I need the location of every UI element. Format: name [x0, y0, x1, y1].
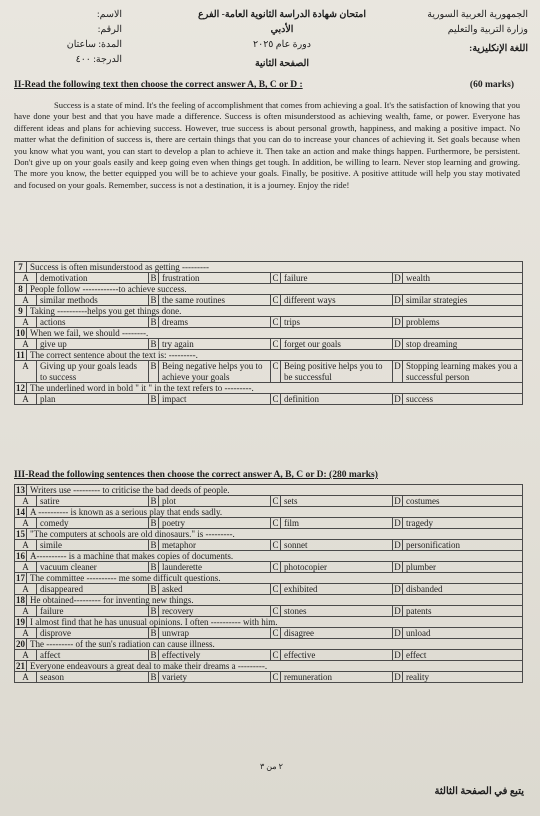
question-text: The correct sentence about the text is: ---------.: [27, 350, 523, 361]
option-d[interactable]: unload: [403, 628, 523, 639]
option-letter: C: [272, 496, 279, 506]
question-15-options: [15, 540, 523, 551]
question-17-options: [15, 584, 523, 595]
option-b[interactable]: launderette: [159, 562, 271, 573]
option-letter: B: [149, 361, 159, 383]
option-letter: C: [272, 273, 279, 283]
question-text: The committee ---------- me some difficult questions.: [27, 573, 523, 584]
option-d[interactable]: tragedy: [403, 518, 523, 529]
question-8-stem: [15, 284, 523, 295]
question-16-stem: [15, 551, 523, 562]
option-d[interactable]: wealth: [403, 273, 523, 284]
option-d[interactable]: problems: [403, 317, 523, 328]
option-letter: A: [15, 317, 37, 328]
option-d[interactable]: stop dreaming: [403, 339, 523, 350]
option-letter: D: [394, 650, 401, 660]
option-letter: D: [393, 361, 403, 383]
question-11-options: [15, 361, 523, 383]
question-number: 10: [16, 328, 25, 338]
option-b[interactable]: plot: [159, 496, 271, 507]
reading-questions-table: [14, 261, 523, 405]
option-a[interactable]: season: [37, 672, 149, 683]
question-number: 21: [16, 661, 25, 671]
option-letter: D: [394, 339, 401, 349]
option-c[interactable]: forget our goals: [281, 339, 393, 350]
option-letter: A: [15, 650, 37, 661]
question-text: Success is often misunderstood as getting ---------: [27, 262, 523, 273]
question-12-stem: [15, 383, 523, 394]
question-number: 9: [15, 306, 27, 317]
option-letter: D: [394, 540, 401, 550]
header-country: الجمهورية العربية السورية: [427, 10, 528, 20]
option-letter: A: [15, 295, 37, 306]
header-number-label: الرقم:: [97, 25, 122, 35]
option-letter: B: [150, 650, 157, 660]
question-text: A---------- is a machine that makes copies of documents.: [27, 551, 523, 562]
option-letter: D: [394, 295, 401, 305]
question-7-stem: [15, 262, 523, 273]
option-a[interactable]: actions: [37, 317, 149, 328]
option-b[interactable]: try again: [159, 339, 271, 350]
option-letter: A: [15, 672, 37, 683]
question-18-options: [15, 606, 523, 617]
option-b[interactable]: recovery: [159, 606, 271, 617]
question-number: 11: [16, 350, 25, 360]
question-21-options: [15, 672, 523, 683]
section-3-heading: III-Read the following sentences then choose the correct answer A, B, C or D: (280 marks): [14, 470, 378, 480]
header-middle: [187, 8, 377, 72]
option-letter: C: [272, 650, 279, 660]
question-10-stem: [15, 328, 523, 339]
question-15-stem: [15, 529, 523, 540]
continue-note: يتبع في الصفحة الثالثة: [434, 786, 524, 797]
question-20-options: [15, 650, 523, 661]
option-letter: C: [272, 518, 279, 528]
question-9-options: [15, 317, 523, 328]
option-a[interactable]: disprove: [37, 628, 149, 639]
option-letter: A: [15, 518, 37, 529]
header-exam-title: امتحان شهادة الدراسة الثانوية العامة- الفرع الأدبي: [198, 10, 366, 35]
option-letter: B: [150, 672, 157, 682]
option-a[interactable]: Giving up your goals leads to success: [37, 361, 149, 383]
option-letter: C: [272, 584, 279, 594]
question-13-stem: [15, 485, 523, 496]
question-text: The underlined word in bold " it " in the text refers to ---------.: [27, 383, 523, 394]
option-c[interactable]: Being positive helps you to be successful: [281, 361, 393, 383]
option-letter: C: [272, 339, 279, 349]
option-letter: B: [150, 496, 157, 506]
option-d[interactable]: plumber: [403, 562, 523, 573]
question-7-options: [15, 273, 523, 284]
question-number: 8: [15, 284, 27, 295]
option-c[interactable]: disagree: [281, 628, 393, 639]
option-c[interactable]: definition: [281, 394, 393, 405]
option-d[interactable]: Stopping learning makes you a successful person: [403, 361, 523, 383]
section-2-heading: [14, 80, 514, 90]
header-page-label: الصفحة الثانية: [254, 59, 310, 69]
option-c[interactable]: sonnet: [281, 540, 393, 551]
option-letter: C: [272, 606, 279, 616]
question-text: Writers use --------- to criticise the bad deeds of people.: [27, 485, 523, 496]
option-letter: D: [394, 628, 401, 638]
header-left: [12, 8, 122, 68]
question-20-stem: [15, 639, 523, 650]
option-letter: B: [150, 606, 157, 616]
question-text: A ---------- is known as a serious play that ends sadly.: [27, 507, 523, 518]
question-10-options: [15, 339, 523, 350]
option-a[interactable]: similar methods: [37, 295, 149, 306]
question-17-stem: [15, 573, 523, 584]
option-letter: B: [150, 540, 157, 550]
option-d[interactable]: success: [403, 394, 523, 405]
option-c[interactable]: failure: [281, 273, 393, 284]
option-b[interactable]: the same routines: [159, 295, 271, 306]
question-16-options: [15, 562, 523, 573]
question-text: The --------- of the sun's radiation can cause illness.: [27, 639, 523, 650]
header-name-label: الاسم:: [97, 10, 122, 20]
option-letter: D: [394, 273, 401, 283]
header-session: دورة عام ٢٠٢٥: [253, 40, 311, 50]
question-number: 17: [16, 573, 25, 583]
option-letter: B: [150, 628, 157, 638]
question-text: Everyone endeavours a great deal to make their dreams a ---------.: [27, 661, 523, 672]
header-ministry: وزارة التربية والتعليم: [447, 25, 528, 35]
header-subject: اللغة الإنكليزية:: [469, 44, 528, 54]
option-letter: D: [394, 672, 401, 682]
option-b[interactable]: poetry: [159, 518, 271, 529]
option-d[interactable]: reality: [403, 672, 523, 683]
header-grade: الدرجة: ٤٠٠: [75, 55, 122, 65]
option-letter: D: [394, 584, 401, 594]
option-letter: C: [272, 394, 279, 404]
question-18-stem: [15, 595, 523, 606]
option-a[interactable]: disappeared: [37, 584, 149, 595]
option-letter: A: [15, 628, 37, 639]
option-letter: A: [15, 606, 37, 617]
option-a[interactable]: give up: [37, 339, 149, 350]
option-letter: D: [394, 394, 401, 404]
question-text: People follow ------------to achieve success.: [27, 284, 523, 295]
option-a[interactable]: failure: [37, 606, 149, 617]
option-letter: A: [15, 361, 37, 383]
question-number: 16: [16, 551, 25, 561]
option-letter: A: [15, 540, 37, 551]
option-c[interactable]: photocopier: [281, 562, 393, 573]
question-text: When we fail, we should --------.: [27, 328, 523, 339]
option-letter: D: [394, 317, 401, 327]
option-d[interactable]: costumes: [403, 496, 523, 507]
option-c[interactable]: trips: [281, 317, 393, 328]
option-letter: D: [394, 518, 401, 528]
question-text: Taking ----------helps you get things done.: [27, 306, 523, 317]
option-letter: C: [272, 628, 279, 638]
question-number: 14: [16, 507, 25, 517]
option-b[interactable]: impact: [159, 394, 271, 405]
option-b[interactable]: asked: [159, 584, 271, 595]
question-number: 19: [16, 617, 25, 627]
option-letter: A: [15, 584, 37, 595]
option-letter: A: [15, 339, 37, 350]
option-b[interactable]: variety: [159, 672, 271, 683]
option-a[interactable]: simile: [37, 540, 149, 551]
option-letter: A: [15, 273, 37, 284]
option-letter: B: [150, 562, 157, 572]
option-b[interactable]: effectively: [159, 650, 271, 661]
option-letter: D: [394, 606, 401, 616]
option-d[interactable]: disbanded: [403, 584, 523, 595]
reading-passage: Success is a state of mind. It's the feeling of accomplishment that comes from achieving a goal. It's the satisfaction of knowing that you have done your best and that you have made a difference. Success is often misunderstood as achieving wealth, fame, or power. Everyone has different ideas and plans for achieving success. However, true success is about personal growth, happiness, and making a positive impact. No matter what the definition of success is, there are certain things that you can do to increase your chances of achieving it. Set goals because when you know what you want, you can start to develop a plan to achieve it. Then take an action and make things happen. Furthermore, be persistent. Don't give up on your goals easily and keep going even when things get tough. In addition, be willing to learn. Never stop learning and growing. The more you know, the better equipped you will be to achieve your goals. Finally, be positive. A positive attitude will help you stay motivated and focused on your goals. Remember, success is not a destination, it is a journey. Enjoy the ride!: [14, 100, 520, 190]
question-19-options: [15, 628, 523, 639]
option-letter: C: [272, 562, 279, 572]
option-d[interactable]: effect: [403, 650, 523, 661]
option-letter: A: [15, 394, 37, 405]
question-21-stem: [15, 661, 523, 672]
option-letter: D: [394, 496, 401, 506]
question-text: He obtained--------- for inventing new things.: [27, 595, 523, 606]
option-letter: C: [272, 672, 279, 682]
option-a[interactable]: plan: [37, 394, 149, 405]
option-a[interactable]: affect: [37, 650, 149, 661]
option-letter: A: [15, 562, 37, 573]
header-right: [378, 8, 528, 57]
option-a[interactable]: demotivation: [37, 273, 149, 284]
page-number: ٢ من ٣: [260, 762, 283, 771]
option-d[interactable]: personification: [403, 540, 523, 551]
question-number: 15: [16, 529, 25, 539]
option-b[interactable]: metaphor: [159, 540, 271, 551]
question-number: 7: [15, 262, 27, 273]
question-number: 18: [16, 595, 25, 605]
option-d[interactable]: patents: [403, 606, 523, 617]
option-letter: B: [150, 295, 157, 305]
section-2-title: II-Read the following text then choose the correct answer A, B, C or D :: [14, 80, 303, 90]
option-d[interactable]: similar strategies: [403, 295, 523, 306]
option-letter: B: [150, 339, 157, 349]
question-number: 20: [16, 639, 25, 649]
question-13-options: [15, 496, 523, 507]
option-b[interactable]: dreams: [159, 317, 271, 328]
question-number: 12: [16, 383, 25, 393]
question-number: 13: [16, 485, 25, 495]
option-letter: B: [150, 273, 157, 283]
vocabulary-questions-table: [14, 484, 523, 683]
question-11-stem: [15, 350, 523, 361]
header-duration: المدة: ساعتان: [66, 40, 122, 50]
option-letter: B: [150, 394, 157, 404]
question-8-options: [15, 295, 523, 306]
option-c[interactable]: exhibited: [281, 584, 393, 595]
question-text: I almost find that he has unusual opinions. I often ---------- with him.: [27, 617, 523, 628]
option-letter: C: [272, 295, 279, 305]
option-b[interactable]: frustration: [159, 273, 271, 284]
question-19-stem: [15, 617, 523, 628]
option-letter: D: [394, 562, 401, 572]
exam-header: [12, 8, 528, 70]
option-letter: C: [272, 540, 279, 550]
option-c[interactable]: effective: [281, 650, 393, 661]
option-c[interactable]: sets: [281, 496, 393, 507]
question-9-stem: [15, 306, 523, 317]
option-c[interactable]: film: [281, 518, 393, 529]
option-c[interactable]: different ways: [281, 295, 393, 306]
question-12-options: [15, 394, 523, 405]
option-b[interactable]: Being negative helps you to achieve your goals: [159, 361, 271, 383]
option-letter: B: [150, 518, 157, 528]
option-b[interactable]: unwrap: [159, 628, 271, 639]
option-c[interactable]: stones: [281, 606, 393, 617]
option-letter: A: [15, 496, 37, 507]
option-a[interactable]: satire: [37, 496, 149, 507]
section-2-marks: (60 marks): [469, 80, 514, 90]
option-letter: B: [150, 584, 157, 594]
option-letter: C: [272, 317, 279, 327]
option-a[interactable]: vacuum cleaner: [37, 562, 149, 573]
question-text: "The computers at schools are old dinosaurs." is ---------.: [27, 529, 523, 540]
option-letter: B: [150, 317, 157, 327]
option-letter: C: [271, 361, 281, 383]
question-14-options: [15, 518, 523, 529]
option-c[interactable]: remuneration: [281, 672, 393, 683]
question-14-stem: [15, 507, 523, 518]
option-a[interactable]: comedy: [37, 518, 149, 529]
